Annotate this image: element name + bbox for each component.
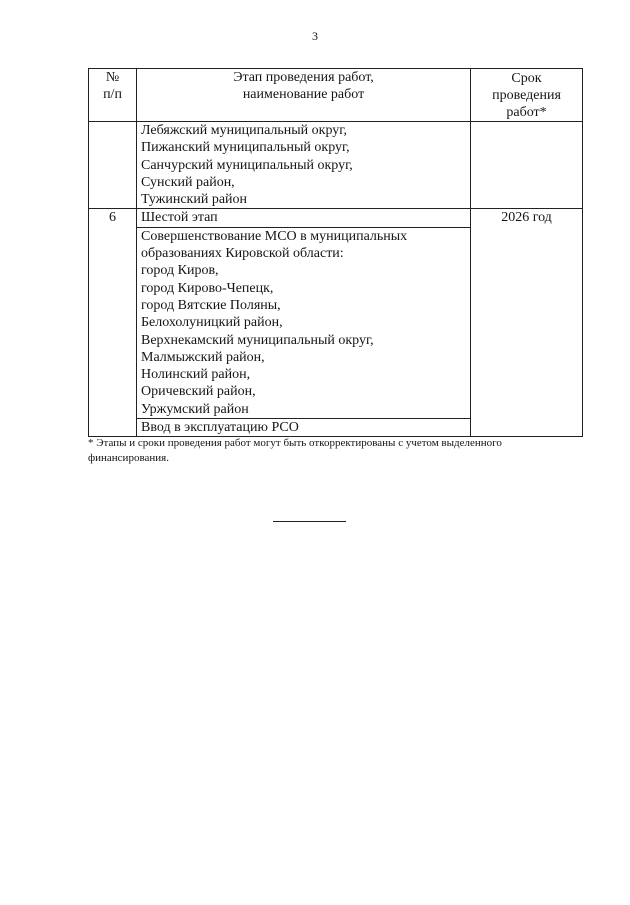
list-item: Оричевский район, xyxy=(141,384,256,400)
header-period-line-1: Срок xyxy=(511,71,542,86)
list-item: город Киров, xyxy=(141,263,219,279)
continuation-number-cell xyxy=(89,122,137,209)
header-number-line-2: п/п xyxy=(103,87,122,102)
header-stage-line-2: наименование работ xyxy=(242,87,365,102)
header-stage-line-1: Этап проведения работ, xyxy=(233,70,374,85)
list-item: Верхнекамский муниципальный округ, xyxy=(141,332,374,348)
header-period-line-3: работ* xyxy=(506,105,547,120)
stage6-number: 6 xyxy=(89,209,137,437)
header-number-line-1: № xyxy=(105,70,120,85)
stage6-period: 2026 год xyxy=(471,209,583,437)
list-item: Нолинский район, xyxy=(141,367,251,383)
header-period xyxy=(471,69,583,122)
header-number xyxy=(89,69,137,122)
separator-line xyxy=(273,521,346,522)
list-item: Уржумский район xyxy=(141,401,249,417)
footnote-line-1: * Этапы и сроки проведения работ могут быть откорректированы с учетом выделенного xyxy=(88,437,502,449)
list-item: Тужинский район xyxy=(141,192,248,208)
list-item: Лебяжский муниципальный округ, xyxy=(141,123,347,138)
stage6-commissioning: Ввод в эксплуатацию РСО xyxy=(137,419,471,437)
stage6-improvement-cell xyxy=(137,227,471,418)
page-number: 3 xyxy=(312,29,318,43)
footnote xyxy=(88,436,583,466)
list-item: Сунский район, xyxy=(141,174,235,190)
stage6-title: Шестой этап xyxy=(137,209,471,227)
list-item: город Вятские Поляны, xyxy=(141,297,281,313)
header-period-line-2: проведения xyxy=(492,88,561,103)
list-item: Пижанский муниципальный округ, xyxy=(141,140,350,156)
list-item: образованиях Кировской области: xyxy=(141,246,344,262)
continuation-row xyxy=(89,122,583,209)
continuation-period-cell xyxy=(471,122,583,209)
continuation-stage-cell xyxy=(137,122,471,209)
work-stages-table xyxy=(88,68,583,437)
list-item: Белохолуницкий район, xyxy=(141,315,283,331)
header-stage xyxy=(137,69,471,122)
table-header-row xyxy=(89,69,583,122)
footnote-line-2: финансирования. xyxy=(88,452,169,464)
list-item: город Кирово-Чепецк, xyxy=(141,280,274,296)
list-item: Малмыжский район, xyxy=(141,349,265,365)
list-item: Санчурский муниципальный округ, xyxy=(141,157,353,173)
list-item: Совершенствование МСО в муниципальных xyxy=(141,228,408,244)
stage6-title-row xyxy=(89,209,583,227)
